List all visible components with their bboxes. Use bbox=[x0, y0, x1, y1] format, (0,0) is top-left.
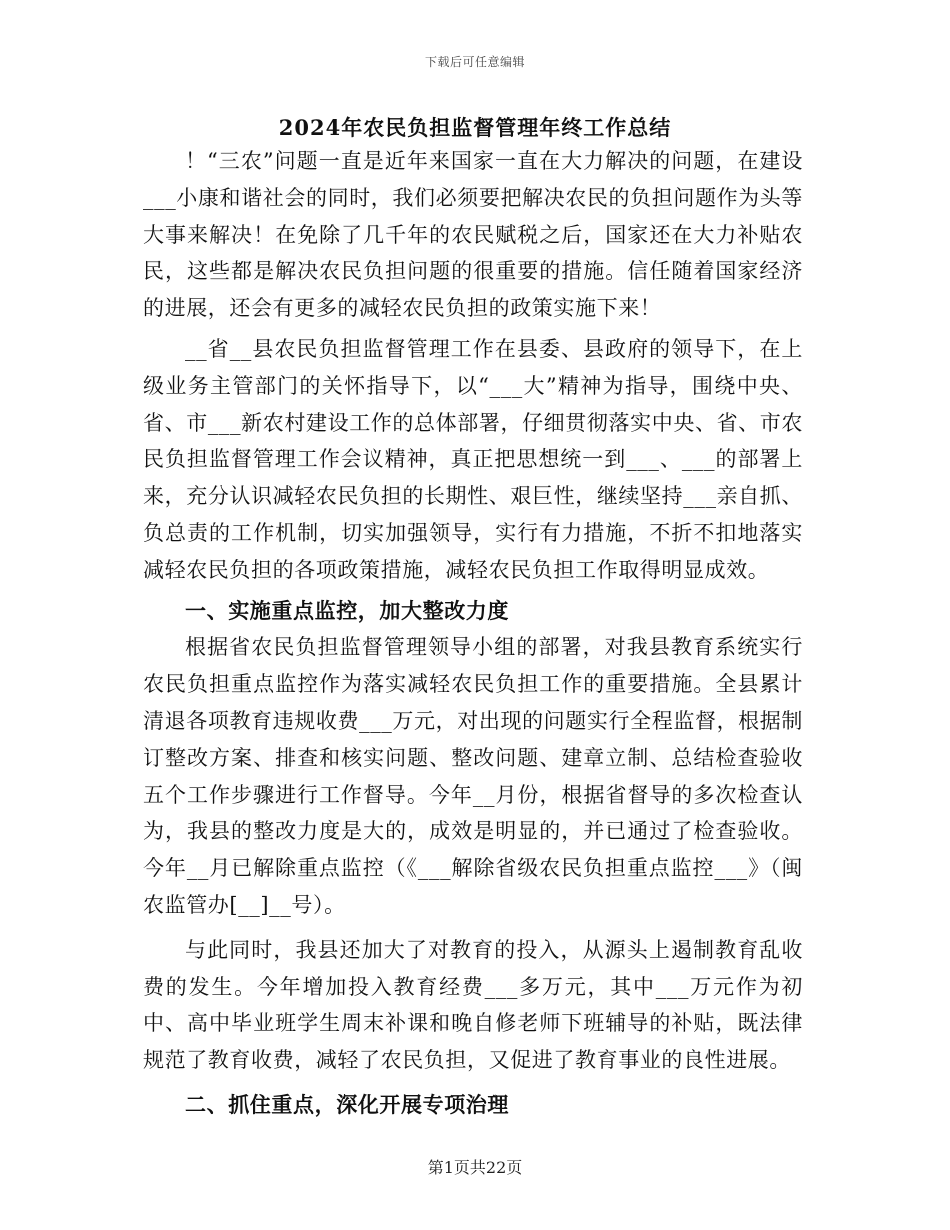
paragraph-overview: __省__县农民负担监督管理工作在县委、县政府的领导下，在上级业务主管部门的关怀指导下，以“___大”精神为指导，围绕中央、省、市___新农村建设工作的总体部署，仔细贯彻落实中央、省、市农民负担监督管理工作会议精神，真正把思想统一到___、___的部署上来，充分认识减轻农民负担的长期性、艰巨性，继续坚持___亲自抓、负总责的工作机制，切实加强领导，实行有力措施，不折不扣地落实减轻农民负担的各项政策措施，减轻农民负担工作取得明显成效。 bbox=[143, 336, 803, 582]
document-title: 2024年农民负担监督管理年终工作总结 bbox=[278, 115, 672, 140]
header-note: 下载后可任意编辑 bbox=[424, 55, 525, 69]
paragraph-intro: ！“三农”问题一直是近年来国家一直在大力解决的问题，在建设___小康和谐社会的同时，我们必须要把解决农民的负担问题作为头等大事来解决！在免除了几千年的农民赋税之后，国家还在大力补贴农民，这些都是解决农民负担问题的很重要的措施。信任随着国家经济的进展，还会有更多的减轻农民负担的政策实施下来！ bbox=[143, 149, 803, 321]
paragraph-section-1-continued: 与此同时，我县还加大了对教育的投入，从源头上遏制教育乱收费的发生。今年增加投入教育经费___多万元，其中___万元作为初中、高中毕业班学生周末补课和晚自修老师下班辅导的补贴，既法律规范了教育收费，减轻了农民负担，又促进了教育事业的良性进展。 bbox=[143, 937, 803, 1073]
page-number: 第1页共22页 bbox=[427, 1158, 523, 1177]
paragraph-section-1: 根据省农民负担监督管理领导小组的部署，对我县教育系统实行农民负担重点监控作为落实减轻农民负担工作的重要措施。全县累计清退各项教育违规收费___万元，对出现的问题实行全程监督，根据制订整改方案、排查和核实问题、整改问题、建章立制、总结检查验收五个工作步骤进行工作督导。今年__月份，根据省督导的多次检查认为，我县的整改力度是大的，成效是明显的，并已通过了检查验收。今年__月已解除重点监控（《___解除省级农民负担重点监控___》（闽农监管办[__]__号）。 bbox=[143, 635, 803, 917]
section-heading-2: 二、抓住重点，深化开展专项治理 bbox=[185, 1091, 509, 1117]
document-body bbox=[143, 143, 803, 1124]
section-heading-1: 一、实施重点监控，加大整改力度 bbox=[185, 597, 509, 623]
